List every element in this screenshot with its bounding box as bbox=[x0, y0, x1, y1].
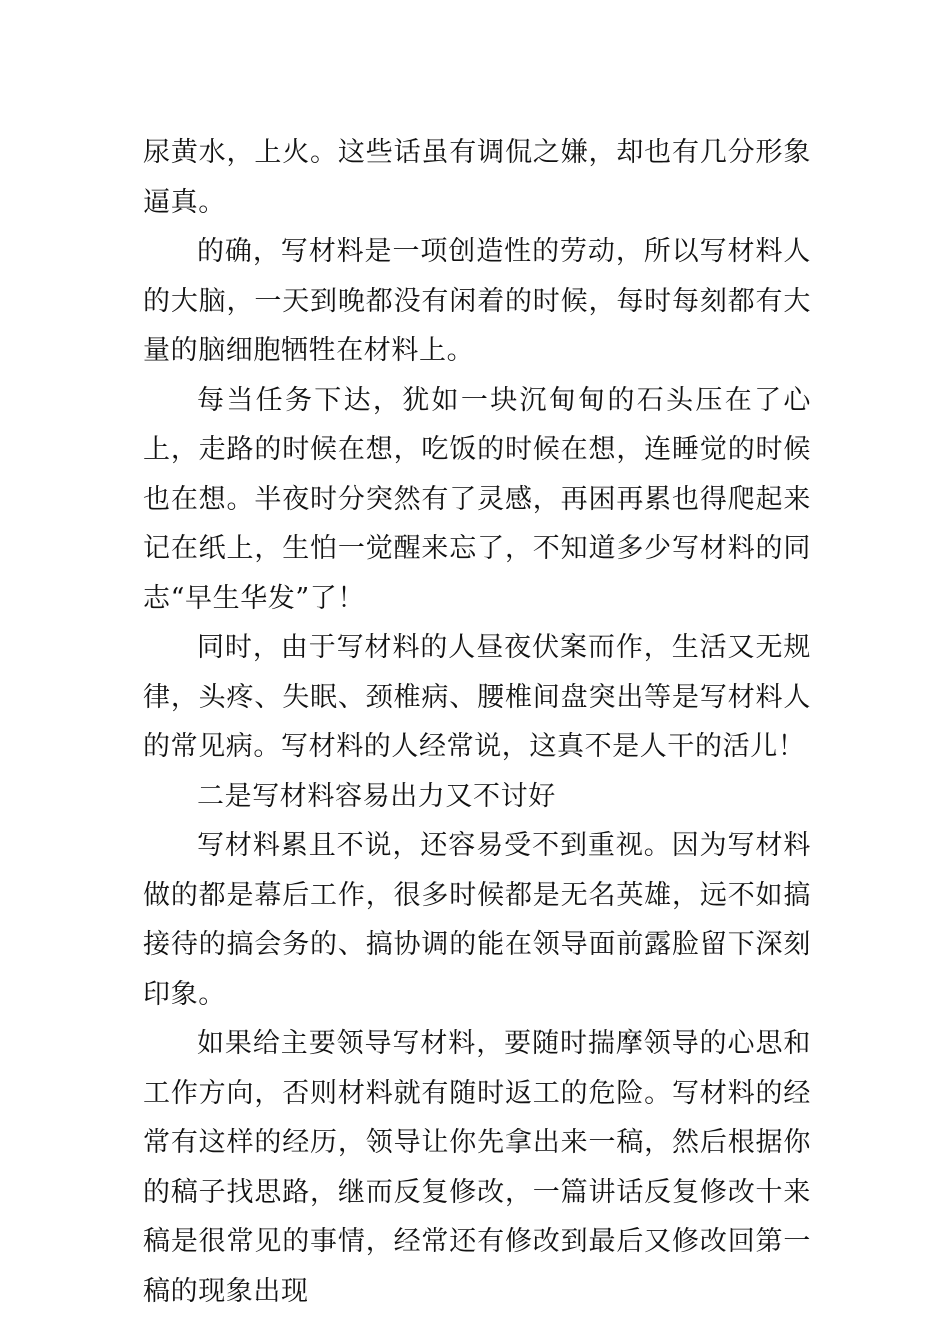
paragraph: 每当任务下达，犹如一块沉甸甸的石头压在了心上，走路的时候在想，吃饭的时候在想，连睡觉的时候也在想。半夜时分突然有了灵感，再困再累也得爬起来记在纸上，生怕一觉醒来忘了，不知道多少写材料的同志“早生华发”了！ bbox=[143, 384, 811, 614]
paragraph: 写材料累且不说，还容易受不到重视。因为写材料做的都是幕后工作，很多时候都是无名英雄，远不如搞接待的搞会务的、搞协调的能在领导面前露脸留下深刻印象。 bbox=[143, 830, 811, 1010]
paragraph-continuation: 尿黄水，上火。这些话虽有调侃之嫌，却也有几分形象逼真。 bbox=[143, 137, 811, 218]
paragraph: 的确，写材料是一项创造性的劳动，所以写材料人的大脑，一天到晚都没有闲着的时候，每时每刻都有大量的脑细胞牺牲在材料上。 bbox=[143, 236, 811, 366]
paragraph: 如果给主要领导写材料，要随时揣摩领导的心思和工作方向，否则材料就有随时返工的危险。写材料的经常有这样的经历，领导让你先拿出来一稿，然后根据你的稿子找思路，继而反复修改，一篇讲话反复修改十来稿是很常见的事情，经常还有修改到最后又修改回第一稿的现象出现 bbox=[143, 1028, 811, 1307]
section-heading: 二是写材料容易出力又不讨好 bbox=[197, 780, 556, 812]
document-body bbox=[143, 128, 811, 1316]
paragraph: 同时，由于写材料的人昼夜伏案而作，生活又无规律，头疼、失眠、颈椎病、腰椎间盘突出等是写材料人的常见病。写材料的人经常说，这真不是人干的活儿！ bbox=[143, 632, 811, 762]
